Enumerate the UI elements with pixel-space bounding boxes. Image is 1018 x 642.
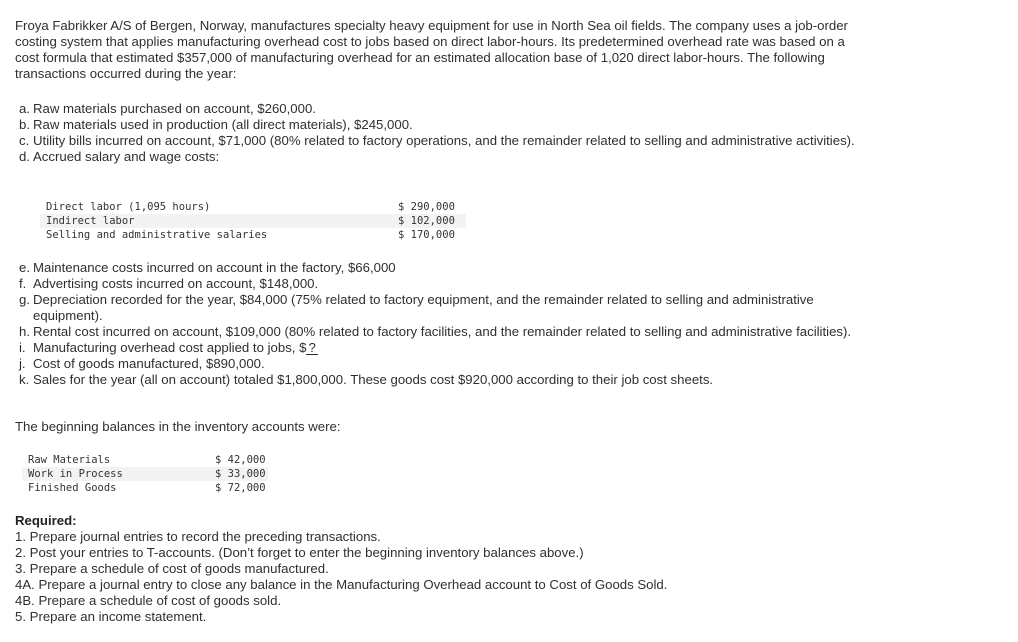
- transaction-text: Raw materials purchased on account, $260,000.: [33, 101, 316, 116]
- transaction-text: Accrued salary and wage costs:: [33, 149, 220, 164]
- transaction-label: h.: [19, 324, 30, 339]
- transaction-label: d.: [19, 149, 30, 164]
- wage-name: Indirect labor: [46, 215, 135, 227]
- transaction-text: Rental cost incurred on account, $109,000 (80% related to factory facilities, and the remainder related to selling and administrative facilities).: [33, 324, 852, 339]
- inventory-name: Finished Goods: [28, 482, 117, 494]
- transaction-label: i.: [19, 340, 26, 355]
- required-section: [15, 513, 915, 625]
- transaction-b: [19, 117, 869, 133]
- transaction-d: [19, 149, 869, 165]
- transaction-text: Utility bills incurred on account, $71,000 (80% related to factory operations, and the remainder related to selling and administrative activities).: [33, 133, 855, 148]
- transaction-text: Raw materials used in production (all direct materials), $245,000.: [33, 117, 413, 132]
- transaction-c: [19, 133, 869, 149]
- wage-amount: $ 290,000: [398, 201, 455, 213]
- required-item: 1. Prepare journal entries to record the preceding transactions.: [15, 529, 381, 544]
- transaction-i: [19, 340, 869, 356]
- transaction-text: Advertising costs incurred on account, $148,000.: [33, 276, 319, 291]
- transaction-g: [19, 292, 869, 324]
- transaction-list-a-d: [19, 101, 869, 165]
- required-item: 3. Prepare a schedule of cost of goods manufactured.: [15, 561, 329, 576]
- transaction-label: g.: [19, 292, 30, 307]
- beginning-balances-text: The beginning balances in the inventory accounts were:: [15, 419, 341, 434]
- inventory-amount: $ 72,000: [215, 482, 266, 494]
- table-row: [40, 228, 466, 242]
- table-row: [40, 200, 466, 214]
- transaction-a: [19, 101, 869, 117]
- table-row: [22, 453, 268, 467]
- transaction-label: b.: [19, 117, 30, 132]
- transaction-e: [19, 260, 869, 276]
- inventory-name: Work in Process: [28, 468, 123, 480]
- transaction-text: Maintenance costs incurred on account in the factory, $66,000: [33, 260, 396, 275]
- transaction-label: j.: [19, 356, 26, 371]
- inventory-name: Raw Materials: [28, 454, 111, 466]
- wage-amount: $ 102,000: [398, 215, 455, 227]
- transaction-text: Sales for the year (all on account) totaled $1,800,000. These goods cost $920,000 according to their job cost sheets.: [33, 372, 714, 387]
- wage-name: Direct labor (1,095 hours): [46, 201, 211, 213]
- table-row: [40, 214, 466, 228]
- transaction-j: [19, 356, 869, 372]
- table-row: [22, 481, 268, 495]
- inventory-table: [22, 453, 268, 495]
- intro-paragraph: Froya Fabrikker A/S of Bergen, Norway, manufactures specialty heavy equipment for use in North Sea oil fields. The company uses a job-order costing system that applies manufacturing overhead cost to jobs based on direct labor-hours. Its predetermined overhead rate was based on a cost formula that estimated $357,000 of manufacturing overhead for an estimated allocation base of 1,020 direct labor-hours. The following transactions occurred during the year:: [15, 18, 848, 81]
- required-item: 2. Post your entries to T-accounts. (Don’t forget to enter the beginning inventory balances above.): [15, 545, 584, 560]
- required-heading: Required:: [15, 513, 77, 528]
- table-row: [22, 467, 268, 481]
- transaction-k: [19, 372, 869, 388]
- wage-amount: $ 170,000: [398, 229, 455, 241]
- transaction-f: [19, 276, 869, 292]
- wage-name: Selling and administrative salaries: [46, 229, 268, 241]
- transaction-i-text: Manufacturing overhead cost applied to jobs, $: [33, 340, 307, 355]
- transaction-label: e.: [19, 260, 30, 275]
- wages-table: [40, 200, 466, 242]
- transaction-text: [33, 340, 869, 356]
- transaction-label: f.: [19, 276, 27, 291]
- transaction-label: k.: [19, 372, 30, 387]
- transaction-h: [19, 324, 869, 340]
- transaction-label: c.: [19, 133, 30, 148]
- required-item: 4A. Prepare a journal entry to close any balance in the Manufacturing Overhead account to Cost of Goods Sold.: [15, 577, 668, 592]
- transaction-text: Depreciation recorded for the year, $84,000 (75% related to factory equipment, and the remainder related to selling and administrative equipment).: [33, 292, 814, 323]
- inventory-amount: $ 42,000: [215, 454, 266, 466]
- transaction-label: a.: [19, 101, 30, 116]
- answer-blank[interactable]: ?: [308, 340, 316, 355]
- transaction-list-e-k: [19, 260, 869, 388]
- transaction-text: Cost of goods manufactured, $890,000.: [33, 356, 265, 371]
- required-item: 4B. Prepare a schedule of cost of goods sold.: [15, 593, 282, 608]
- inventory-amount: $ 33,000: [215, 468, 266, 480]
- required-item: 5. Prepare an income statement.: [15, 609, 207, 624]
